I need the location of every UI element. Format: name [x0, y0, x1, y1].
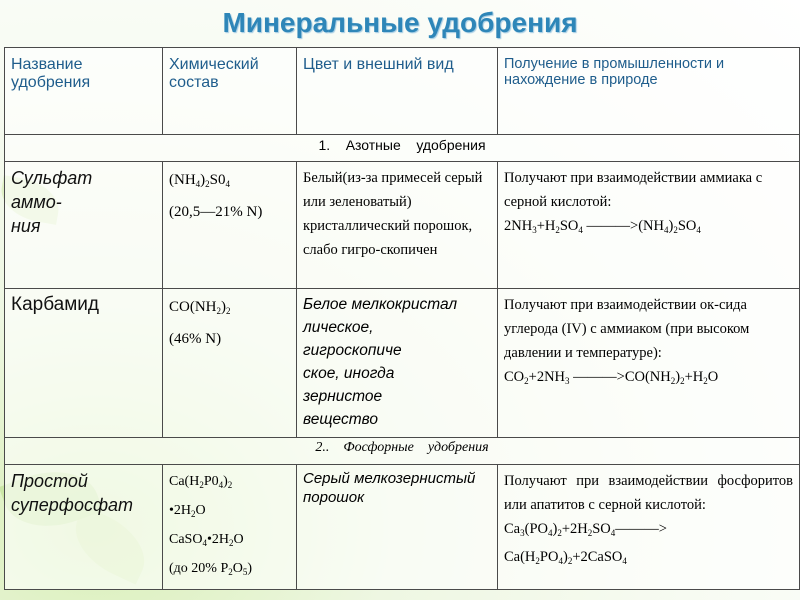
- header-composition: Химический состав: [163, 48, 297, 135]
- chemical-composition: [163, 289, 297, 438]
- reaction-equation: $Ca_3(PO_4)_2+2H_2SO_4———>$: [504, 521, 667, 538]
- nitrogen-percent: (46% N): [169, 331, 222, 347]
- appearance: Серый мелкозернистый порошок: [297, 465, 498, 590]
- production: [498, 465, 800, 590]
- formula: $CO(NH_2)_2$: [169, 299, 231, 316]
- chemical-composition: [163, 465, 297, 590]
- chemical-composition: [163, 162, 297, 289]
- table-row: [5, 162, 800, 289]
- appearance: Белый(из-за примесей серый или зеленоватый) кристаллический порошок, слабо гигро-скопичен: [297, 162, 498, 289]
- production-text: Получают при взаимодействии ок-сида углерода (IV) с аммиаком (при высоком давлении и температуре):: [504, 297, 750, 361]
- production: [498, 289, 800, 438]
- name-line: суперфосфат: [11, 495, 134, 515]
- header-name: Название удобрения: [5, 48, 163, 135]
- section-row: [5, 438, 800, 465]
- reaction-equation: $CO_2+2NH_3$ $———>CO(NH_2)_2+H_2O$: [504, 369, 719, 386]
- production-text: Получают при взаимодействии аммиака с серной кислотой:: [504, 170, 763, 210]
- name-line: ния: [11, 216, 41, 236]
- name-line: Простой: [11, 471, 88, 491]
- header-appearance: Цвет и внешний вид: [297, 48, 498, 135]
- appearance: [297, 289, 498, 438]
- table-row: [5, 289, 800, 438]
- reaction-equation: $2NH_3+H_2SO_4$ $———>(NH_4)_2SO_4$: [504, 218, 701, 235]
- production: [498, 162, 800, 289]
- page-title: Минеральные удобрения: [222, 7, 578, 38]
- formula-line: $Ca(H_2P0_4)_2$: [169, 474, 233, 490]
- nitrogen-percent: (20,5—21% N): [169, 204, 263, 220]
- name-line: аммо-: [11, 192, 62, 212]
- fertilizer-name: [5, 465, 163, 590]
- name-line: Сульфат: [11, 168, 93, 188]
- formula: $(NH_4)_2S0_4$: [169, 172, 231, 189]
- section-nitrogen: 1. Азотные удобрения: [5, 135, 800, 162]
- appearance-line: вещество: [303, 411, 379, 428]
- appearance-line: гигроскопиче: [303, 342, 402, 359]
- header-row: [5, 48, 800, 135]
- reaction-equation: $Ca(H_2PO_4)_2+2CaSO_4$: [504, 549, 627, 566]
- formula-line: $CaSO_4•2H_2O$: [169, 532, 244, 548]
- formula-line: $•2H_2O$: [169, 503, 206, 519]
- section-row: [5, 135, 800, 162]
- section-phosphorus: 2.. Фосфорные удобрения: [5, 438, 800, 465]
- header-production: Получение в промышленности и нахождение в природе: [498, 48, 800, 135]
- appearance-line: Белое мелкокристал: [303, 296, 458, 313]
- fertilizer-name: [5, 162, 163, 289]
- production-text: Получают при взаимодействии фосфоритов или апатитов с серной кислотой:: [504, 473, 793, 513]
- appearance-line: лическое,: [303, 319, 374, 336]
- table-row: [5, 465, 800, 590]
- fertilizer-table: [4, 47, 800, 590]
- fertilizer-name: [5, 289, 163, 438]
- appearance-line: зернистое: [303, 388, 383, 405]
- name-line: Карбамид: [11, 294, 99, 315]
- appearance-line: ское, иногда: [303, 365, 395, 382]
- formula-line: (до 20% $P_2O_5$): [169, 561, 253, 577]
